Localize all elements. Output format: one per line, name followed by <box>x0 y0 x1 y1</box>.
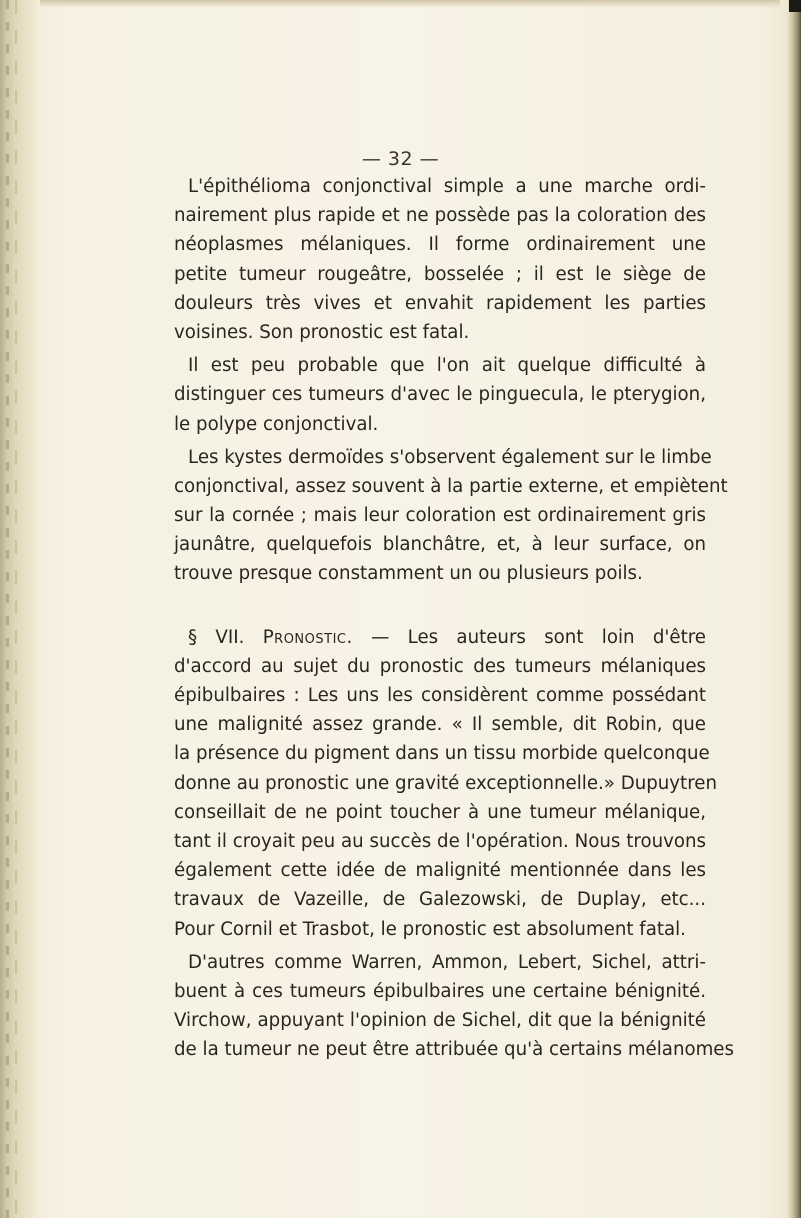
text-line: néoplasmes mélaniques. Il forme ordinairement une <box>174 234 706 256</box>
text-line: donne au pronostic une gravité exceptionnelle.» Dupuytren <box>174 772 717 794</box>
text-line: de la tumeur ne peut être attribuée qu'à certains mélanomes <box>174 1039 734 1061</box>
binding-thread <box>15 0 17 1218</box>
page-top-edge <box>40 0 780 8</box>
page-right-edge <box>787 0 801 1218</box>
text-line: buent à ces tumeurs épibulbaires une certaine bénignité. <box>174 980 706 1002</box>
text-line: voisines. Son pronostic est fatal. <box>174 321 470 343</box>
text-line: la présence du pigment dans un tissu morbide quelconque <box>174 743 710 765</box>
page-binding-edge <box>0 0 40 1218</box>
text-line: nairement plus rapide et ne possède pas la coloration des <box>174 205 706 227</box>
body-text <box>174 172 734 1064</box>
text-line: Pour Cornil et Trasbot, le pronostic est absolument fatal. <box>174 918 686 940</box>
text-line: trouve presque constamment un ou plusieurs poils. <box>174 563 643 585</box>
text-line: Les kystes dermoïdes s'observent également sur le limbe <box>188 446 712 468</box>
text-line: petite tumeur rougeâtre, bosselée ; il est le siège de <box>174 263 706 285</box>
text-line: douleurs très vives et envahit rapidement les parties <box>174 292 706 314</box>
text-line: L'épithélioma conjonctival simple a une marche ordi- <box>188 176 706 197</box>
section-pronostic <box>174 623 717 944</box>
text-line: épibulbaires : Les uns les considèrent comme possédant <box>174 685 706 706</box>
section-spacer <box>174 589 706 623</box>
text-line: distinguer ces tumeurs d'avec le pinguecula, le pterygion, <box>174 384 706 406</box>
text-line: tant il croyait peu au succès de l'opération. Nous trouvons <box>174 830 706 852</box>
text-line: d'accord au sujet du pronostic des tumeurs mélaniques <box>174 655 706 677</box>
text-line: Il est peu probable que l'on ait quelque difficulté à <box>188 355 706 377</box>
text-line: jaunâtre, quelquefois blanchâtre, et, à leur surface, on <box>174 534 706 556</box>
text-line: travaux de Vazeille, de Galezowski, de Duplay, etc... <box>174 889 706 911</box>
text-line: sur la cornée ; mais leur coloration est ordinairement gris <box>174 505 706 527</box>
text-line: D'autres comme Warren, Ammon, Lebert, Sichel, attri- <box>188 951 706 973</box>
section-dash: — <box>371 626 390 648</box>
text-line: une malignité assez grande. « Il semble, dit Robin, que <box>174 714 706 736</box>
paragraph <box>174 172 706 347</box>
text-line: conjonctival, assez souvent à la partie externe, et empiètent <box>174 475 728 497</box>
corner-mark <box>789 0 801 12</box>
text-line: également cette idée de malignité mentionnée dans les <box>174 860 706 882</box>
section-first-line <box>174 623 706 652</box>
section-number: § VII. <box>188 626 245 648</box>
text-line: conseillait de ne point toucher à une tumeur mélanique, <box>174 801 706 823</box>
paragraph <box>174 351 706 439</box>
page-number: — 32 — <box>361 148 440 170</box>
paragraph <box>174 443 728 589</box>
section-heading: Pronostic. <box>262 626 353 648</box>
text-line: Virchow, appuyant l'opinion de Sichel, dit que la bénignité <box>174 1010 706 1032</box>
section-first-line-text: Les auteurs sont loin d'être <box>407 626 706 648</box>
paragraph <box>174 948 734 1065</box>
text-line: le polype conjonctival. <box>174 413 379 435</box>
binding-thread <box>6 0 9 1218</box>
